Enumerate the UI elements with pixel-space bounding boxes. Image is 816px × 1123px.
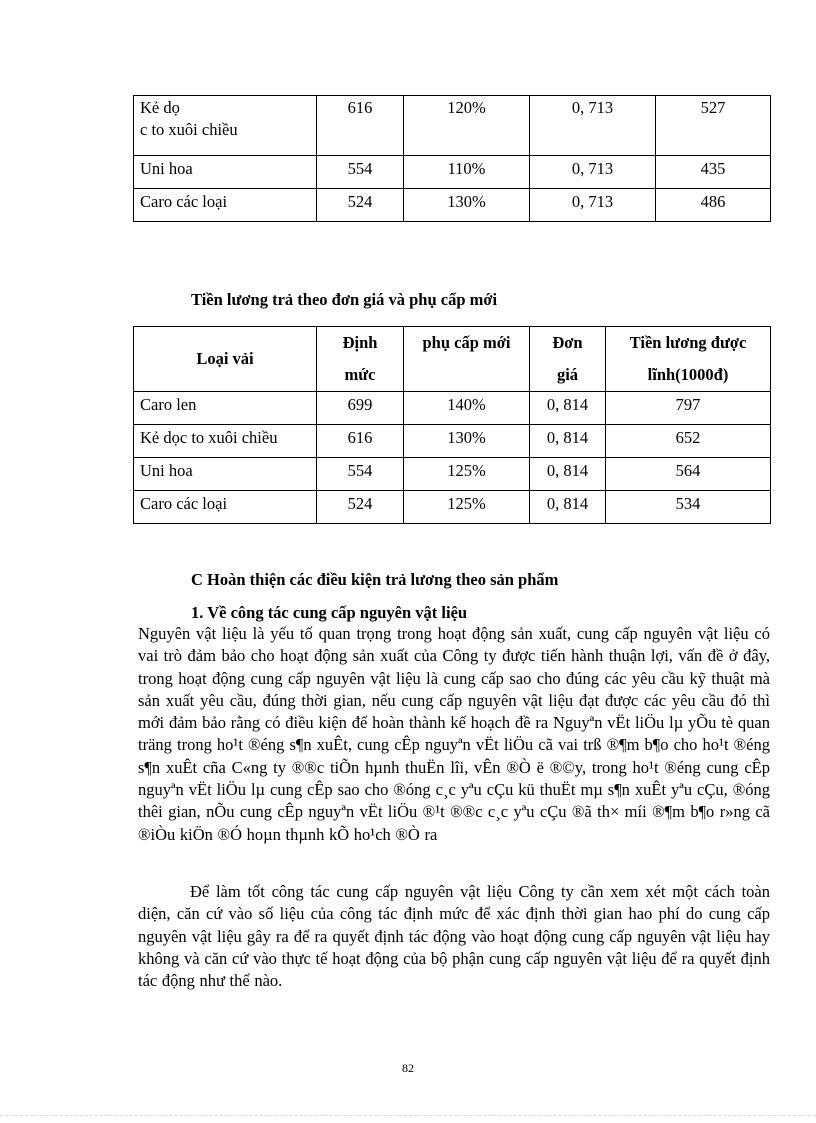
cell-fabric-type: Uni hoa bbox=[134, 156, 317, 189]
table-row bbox=[134, 491, 771, 524]
subsection-heading: 1. Về công tác cung cấp nguyên vật liệu bbox=[191, 603, 468, 622]
header-new-allowance: phụ cấp mới bbox=[404, 327, 530, 392]
table-labor-rates-old bbox=[133, 95, 771, 222]
cell-wage: 534 bbox=[606, 491, 771, 524]
cell-unit-price: 0, 814 bbox=[530, 392, 606, 425]
cell-allowance: 130% bbox=[404, 425, 530, 458]
cell-norm: 524 bbox=[317, 491, 404, 524]
cell-allowance: 140% bbox=[404, 392, 530, 425]
table-row bbox=[134, 392, 771, 425]
cell-allowance: 130% bbox=[404, 189, 530, 222]
cell-wage: 797 bbox=[606, 392, 771, 425]
cell-wage: 486 bbox=[656, 189, 771, 222]
cell-wage: 564 bbox=[606, 458, 771, 491]
cell-unit-price: 0, 713 bbox=[530, 189, 656, 222]
cell-unit-price: 0, 814 bbox=[530, 425, 606, 458]
cell-wage: 527 bbox=[656, 96, 771, 156]
cell-fabric-type: Caro các loại bbox=[134, 189, 317, 222]
cell-norm: 524 bbox=[317, 189, 404, 222]
header-wage: Tiền lương được lĩnh(1000đ) bbox=[606, 327, 771, 392]
table-header-row bbox=[134, 327, 771, 392]
paragraph-materials-role: Nguyên vật liệu là yếu tố quan trọng trong hoạt động sản xuất, cung cấp nguyên vật liệu có vai trò đảm bảo cho hoạt động sản xuất của Công ty được tiến hành thuận lợi, vấn đề ở đây, trong hoạt động cung cấp nguyên vật liệu là cung cấp sao cho đúng các yêu cầu kỹ thuật mà sản xuất yêu cầu, đúng thời gian, nếu cung cấp nguyên vật liệu đạt được các yêu cầu đó thì mới đảm bảo rằng có điều kiện để hoàn thành kế hoạch đề ra Nguyªn vËt liÖu lµ yÕu tè quan träng trong ho¹t ®éng s¶n xuÊt, cung cÊp nguyªn vËt liÖu cã vai trß ®¶m b¶o cho ho¹t ®éng s¶n xuÊt cña C«ng ty ®®c tiÕn hµnh thuËn lîi, vÊn ®Ò ë ®©y, trong ho¹t ®éng cung cÊp nguyªn vËt liÖu lµ cung cÊp sao cho ®óng c¸c yªu cÇu kü thuËt mµ s¶n xuÊt yªu cÇu, ®óng thêi gian, nÕu cung cÊp nguyªn vËt liÖu ®¹t ®®c c¸c yªu cÇu ®ã th× míi ®¶m b¶o r»ng cã ®iÒu kiÖn ®Ó hoµn thµnh kÕ ho¹ch ®Ò ra bbox=[138, 624, 770, 844]
cell-unit-price: 0, 713 bbox=[530, 156, 656, 189]
table-labor-rates-new bbox=[133, 326, 771, 524]
cell-allowance: 110% bbox=[404, 156, 530, 189]
page-number: 82 bbox=[402, 1061, 414, 1075]
cell-allowance: 120% bbox=[404, 96, 530, 156]
cell-norm: 554 bbox=[317, 458, 404, 491]
table-row bbox=[134, 156, 771, 189]
cell-norm: 554 bbox=[317, 156, 404, 189]
cell-norm: 616 bbox=[317, 425, 404, 458]
cell-allowance: 125% bbox=[404, 491, 530, 524]
page-footer-rule bbox=[0, 1115, 816, 1116]
cell-fabric-type: Caro len bbox=[134, 392, 317, 425]
header-norm: Định mức bbox=[317, 327, 404, 392]
header-fabric-type: Loại vải bbox=[134, 327, 317, 392]
section-heading: C Hoàn thiện các điều kiện trả lương theo sản phẩm bbox=[191, 570, 559, 589]
cell-unit-price: 0, 814 bbox=[530, 458, 606, 491]
cell-fabric-type: Kẻ dọc to xuôi chiều bbox=[134, 425, 317, 458]
table-row bbox=[134, 189, 771, 222]
header-unit-price: Đơn giá bbox=[530, 327, 606, 392]
cell-wage: 652 bbox=[606, 425, 771, 458]
table-title: Tiền lương trả theo đơn giá và phụ cấp mới bbox=[191, 290, 498, 309]
cell-norm: 616 bbox=[317, 96, 404, 156]
cell-fabric-type: Uni hoa bbox=[134, 458, 317, 491]
table-row bbox=[134, 96, 771, 156]
cell-norm: 699 bbox=[317, 392, 404, 425]
cell-fabric-type: Caro các loại bbox=[134, 491, 317, 524]
cell-unit-price: 0, 713 bbox=[530, 96, 656, 156]
cell-unit-price: 0, 814 bbox=[530, 491, 606, 524]
cell-wage: 435 bbox=[656, 156, 771, 189]
table-row bbox=[134, 458, 771, 491]
paragraph-materials-improvement: Để làm tốt công tác cung cấp nguyên vật liệu Công ty cần xem xét một cách toàn diện, căn cứ vào số liệu của công tác định mức để xác định thời gian hao phí do cung cấp nguyên vật liệu gây ra để ra quyết định tác động vào hoạt động cung cấp nguyên vật liệu hay không và căn cứ vào thực tế hoạt động của bộ phận cung cấp nguyên vật liệu để ra quyết định tác động như thế nào. bbox=[138, 882, 770, 991]
cell-fabric-type: Kẻ dọ c to xuôi chiều bbox=[134, 96, 317, 156]
cell-allowance: 125% bbox=[404, 458, 530, 491]
table-row bbox=[134, 425, 771, 458]
